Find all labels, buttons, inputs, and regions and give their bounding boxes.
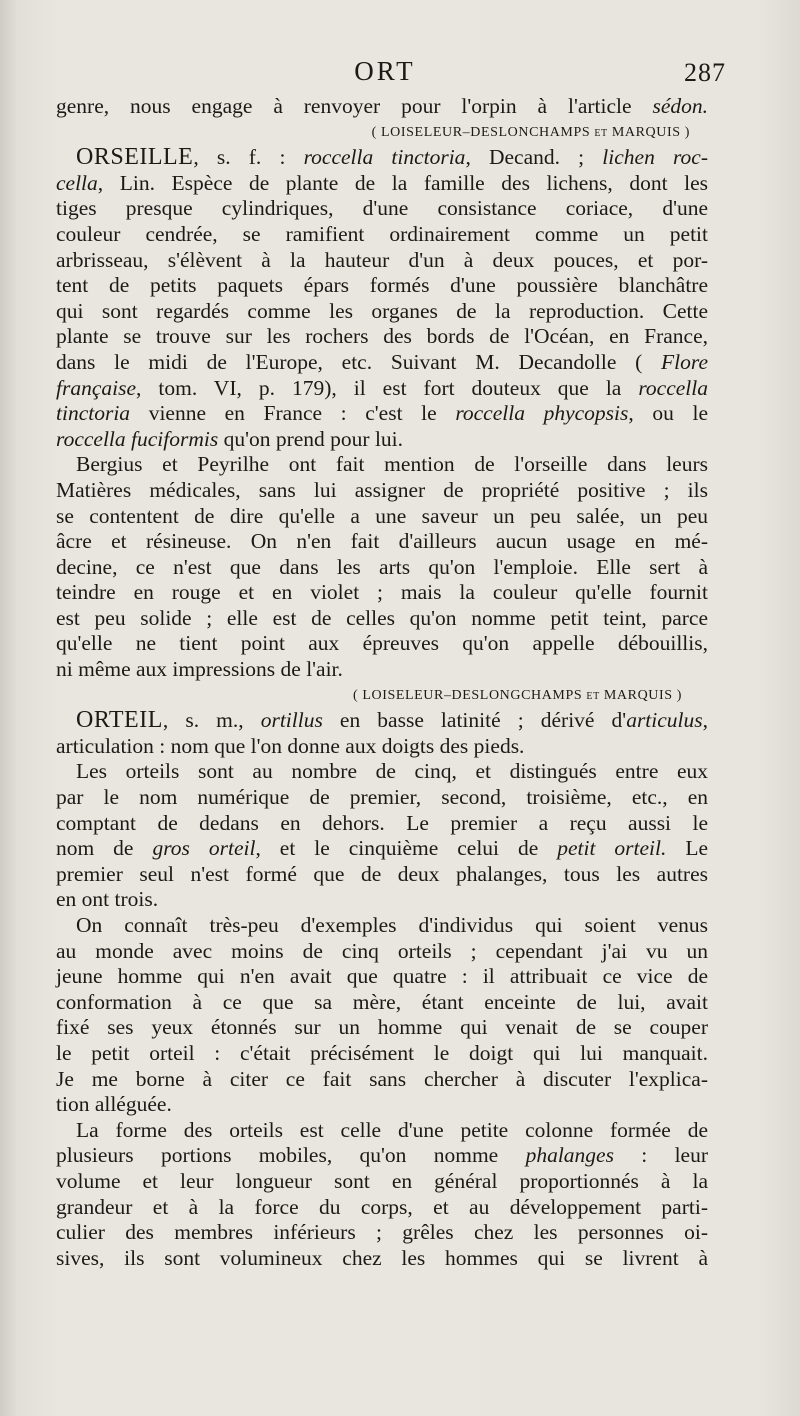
text-line: Matières médicales, sans lui assigner de propriété positive ; ils [56, 477, 708, 502]
text-line: tent de petits paquets épars formés d'une poussière blanchâtre [56, 273, 708, 298]
text-line: culier des membres inférieurs ; grêles chez les personnes oi- [56, 1220, 708, 1245]
text-run: en basse latinité ; dérivé d' [339, 708, 627, 733]
text-line: volume et leur longueur sont en général proportionnés à la [56, 1168, 708, 1193]
text-run: , ou le [628, 401, 709, 426]
text-line [56, 1143, 708, 1169]
italic-term: ortillus [260, 708, 323, 733]
text-line: fixé ses yeux étonnés sur un homme qui venait de se couper [56, 1015, 708, 1040]
text-run: Le [685, 836, 709, 861]
italic-term: française [56, 375, 137, 400]
text-line: teindre en rouge et en violet ; mais la couleur qu'elle fournit [56, 580, 708, 605]
text-line: qui sont regardés comme les organes de la reproduction. Cette [56, 298, 708, 323]
italic-term: gros orteil [152, 836, 256, 861]
text-line: âcre et résineuse. On n'en fait d'ailleurs aucun usage en mé- [56, 529, 708, 554]
author-signature: ( LOISELEUR–DESLONGCHAMPS et MARQUIS ) [352, 687, 682, 703]
italic-term: roccella phycopsis [455, 401, 629, 426]
page-text [56, 94, 708, 1271]
text-line: sives, ils sont volumineux chez les hommes qui se livrent à [56, 1245, 708, 1270]
italic-term: cella [56, 170, 98, 195]
text-line: articulation : nom que l'on donne aux doigts des pieds. [56, 733, 525, 758]
italic-term: sédon. [652, 94, 708, 118]
headword-orseille: ORSEILLE [76, 144, 194, 171]
text-line: se contentent de dire qu'elle a une saveur un peu salée, un peu [56, 503, 708, 528]
headword-orteil: ORTEIL [76, 707, 163, 734]
text-run: dans le midi de l'Europe, etc. Suivant M. Decandolle ( [56, 349, 643, 374]
text-line: au monde avec moins de cinq orteils ; cependant j'ai vu un [56, 938, 708, 963]
page-number: 287 [684, 58, 726, 87]
page-header [56, 56, 726, 92]
text-line [56, 171, 708, 197]
entry-orseille-first-line [56, 145, 708, 171]
text-line: par le nom numérique de premier, second, troisième, etc., en [56, 785, 708, 810]
text-run: , s. f. : [193, 145, 286, 170]
text-line: couleur cendrée, se ramifient ordinairement comme un petit [56, 221, 708, 246]
text-run: , Decand. ; [465, 145, 585, 170]
text-line: La forme des orteils est celle d'une petite colonne formée de [76, 1117, 708, 1142]
italic-term: roccella tinctoria [303, 145, 466, 170]
text-line: plante se trouve sur les rochers des bords de l'Océan, en France, [56, 324, 708, 349]
text-line: jeune homme qui n'en avait que quatre : il attribuait ce vice de [56, 964, 708, 989]
text-line: tion alléguée. [56, 1092, 172, 1117]
italic-term: phalanges [525, 1143, 614, 1168]
italic-term: tinctoria [56, 401, 131, 426]
text-line: On connaît très-peu d'exemples d'individus qui soient venus [76, 913, 708, 937]
text-line: Bergius et Peyrilhe ont fait mention de l'orseille dans leurs [76, 452, 708, 477]
text-run: , tom. VI, p. 179), il est fort douteux que la [136, 375, 622, 400]
running-title: ORT [354, 56, 416, 86]
text-line: conformation à ce que sa mère, étant enceinte de lui, avait [56, 989, 708, 1014]
text-line [56, 836, 708, 862]
author-signature: ( LOISELEUR–DESLONCHAMPS et MARQUIS ) [371, 124, 690, 140]
text-run: , Lin. Espèce de plante de la famille des lichens, dont les [97, 170, 708, 195]
text-line: tiges presque cylindriques, d'une consistance coriace, d'une [56, 196, 708, 221]
italic-term: Flore [661, 349, 709, 374]
text-line: grandeur et à la force du corps, et au développement parti- [56, 1194, 708, 1219]
text-line: arbrisseau, s'élèvent à la hauteur d'un à deux pouces, et por- [56, 247, 708, 272]
text-run: vienne en France : c'est le [148, 401, 437, 426]
text-line: qu'elle ne tient point aux épreuves qu'on appelle débouillis, [56, 631, 708, 656]
text-run: qu'on prend pour lui. [223, 426, 404, 451]
text-run: , [702, 708, 709, 733]
text-line [56, 401, 708, 427]
italic-term: petit orteil. [557, 836, 667, 861]
text-run: , s. m., [162, 708, 244, 733]
text-line: Je me borne à citer ce fait sans chercher à discuter l'explica- [56, 1066, 708, 1091]
text-run: : leur [641, 1143, 709, 1168]
text-run: genre, nous engage à renvoyer pour l'orpin à l'article [56, 94, 632, 118]
text-run: plusieurs portions mobiles, qu'on nomme [56, 1143, 499, 1168]
text-line [56, 376, 708, 402]
text-line: le petit orteil : c'était précisément le doigt qui lui manquait. [56, 1040, 708, 1065]
text-line: ni même aux impressions de l'air. [56, 657, 343, 682]
italic-term: lichen roc- [602, 145, 708, 170]
text-line: en ont trois. [56, 887, 159, 912]
text-run: , et le cinquième celui de [255, 836, 539, 861]
text-line: comptant de dedans en dehors. Le premier a reçu aussi le [56, 810, 708, 835]
text-line: Les orteils sont au nombre de cinq, et distingués entre eux [76, 759, 708, 784]
text-line [56, 94, 708, 120]
text-line [56, 350, 708, 376]
text-line: est peu solide ; elle est de celles qu'on nomme petit teint, parce [56, 605, 708, 630]
text-run: nom de [56, 836, 134, 861]
italic-term: roccella [638, 375, 708, 400]
italic-term: roccella fuciformis [56, 426, 219, 451]
entry-orteil-first-line [56, 708, 708, 734]
italic-term: articulus [626, 708, 703, 733]
text-line: decine, ce n'est que dans les arts qu'on l'emploie. Elle sert à [56, 554, 708, 579]
text-line: premier seul n'est formé que de deux phalanges, tous les autres [56, 861, 708, 886]
text-line [56, 427, 708, 453]
